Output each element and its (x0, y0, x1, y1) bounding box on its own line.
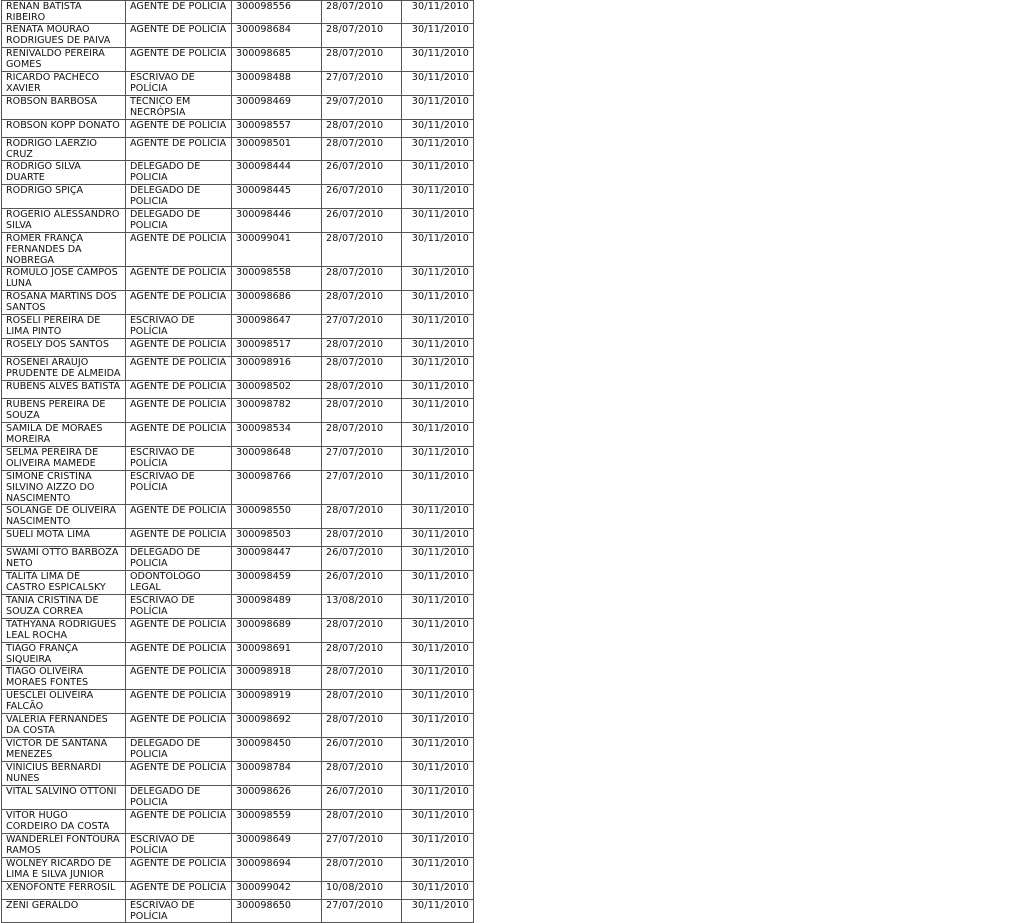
table-row (2, 381, 474, 399)
employee-name-cell: VITOR HUGO CORDEIRO DA COSTA (2, 810, 126, 834)
document-page (1, 0, 473, 923)
registration-number-cell: 300098559 (232, 810, 322, 834)
registration-number-cell: 300098692 (232, 714, 322, 738)
table-row (2, 291, 474, 315)
registration-number-cell: 300098650 (232, 900, 322, 923)
start-date-cell: 28/07/2010 (322, 762, 402, 786)
employee-name-cell: ROSELY DOS SANTOS (2, 339, 126, 357)
registration-number-cell: 300098469 (232, 96, 322, 120)
end-date-cell: 30/11/2010 (402, 690, 474, 714)
employee-name-cell: ROMULO JOSE CAMPOS LUNA (2, 267, 126, 291)
table-row (2, 399, 474, 423)
end-date-cell: 30/11/2010 (402, 233, 474, 267)
end-date-cell: 30/11/2010 (402, 399, 474, 423)
position-cell: DELEGADO DE POLICIA (126, 547, 232, 571)
end-date-cell: 30/11/2010 (402, 900, 474, 923)
registration-number-cell: 300098784 (232, 762, 322, 786)
position-cell: DELEGADO DE POLICIA (126, 738, 232, 762)
employee-name-cell: SIMONE CRISTINA SILVINO AIZZO DO NASCIMENTO (2, 471, 126, 505)
table-row (2, 547, 474, 571)
employee-name-cell: ZENI GERALDO (2, 900, 126, 923)
end-date-cell: 30/11/2010 (402, 762, 474, 786)
end-date-cell: 30/11/2010 (402, 161, 474, 185)
position-cell: AGENTE DE POLÍCIA (126, 810, 232, 834)
employee-name-cell: TATHYANA RODRIGUES LEAL ROCHA (2, 619, 126, 643)
registration-number-cell: 300098782 (232, 399, 322, 423)
end-date-cell: 30/11/2010 (402, 858, 474, 882)
registration-number-cell: 300098445 (232, 185, 322, 209)
end-date-cell: 30/11/2010 (402, 834, 474, 858)
position-cell: AGENTE DE POLÍCIA (126, 291, 232, 315)
start-date-cell: 28/07/2010 (322, 1, 402, 24)
registration-number-cell: 300098919 (232, 690, 322, 714)
table-row (2, 738, 474, 762)
table-row (2, 48, 474, 72)
position-cell: AGENTE DE POLÍCIA (126, 858, 232, 882)
end-date-cell: 30/11/2010 (402, 48, 474, 72)
end-date-cell: 30/11/2010 (402, 738, 474, 762)
registration-number-cell: 300098447 (232, 547, 322, 571)
employee-name-cell: SAMILA DE MORAES MOREIRA (2, 423, 126, 447)
end-date-cell: 30/11/2010 (402, 1, 474, 24)
start-date-cell: 28/07/2010 (322, 48, 402, 72)
registration-number-cell: 300098459 (232, 571, 322, 595)
table-row (2, 96, 474, 120)
registration-number-cell: 300098684 (232, 24, 322, 48)
position-cell: ESCRIVÃO DE POLÍCIA (126, 447, 232, 471)
table-row (2, 315, 474, 339)
registration-number-cell: 300098489 (232, 595, 322, 619)
employee-name-cell: SUELI MOTA LIMA (2, 529, 126, 547)
position-cell: AGENTE DE POLÍCIA (126, 381, 232, 399)
employee-name-cell: VALERIA FERNANDES DA COSTA (2, 714, 126, 738)
start-date-cell: 28/07/2010 (322, 120, 402, 138)
start-date-cell: 26/07/2010 (322, 738, 402, 762)
employee-name-cell: ROBSON BARBOSA (2, 96, 126, 120)
start-date-cell: 26/07/2010 (322, 547, 402, 571)
table-row (2, 233, 474, 267)
employee-name-cell: WANDERLEI FONTOURA RAMOS (2, 834, 126, 858)
position-cell: AGENTE DE POLÍCIA (126, 643, 232, 666)
employee-name-cell: TALITA LIMA DE CASTRO ESPICALSKY (2, 571, 126, 595)
employee-name-cell: RUBENS ALVES BATISTA (2, 381, 126, 399)
start-date-cell: 26/07/2010 (322, 571, 402, 595)
employee-name-cell: TANIA CRISTINA DE SOUZA CORREA (2, 595, 126, 619)
start-date-cell: 28/07/2010 (322, 381, 402, 399)
end-date-cell: 30/11/2010 (402, 339, 474, 357)
table-row (2, 810, 474, 834)
employee-name-cell: VINICIUS BERNARDI NUNES (2, 762, 126, 786)
table-row (2, 24, 474, 48)
table-row (2, 714, 474, 738)
registration-number-cell: 300098556 (232, 1, 322, 24)
table-row (2, 423, 474, 447)
start-date-cell: 26/07/2010 (322, 161, 402, 185)
table-row (2, 690, 474, 714)
end-date-cell: 30/11/2010 (402, 138, 474, 161)
end-date-cell: 30/11/2010 (402, 786, 474, 810)
end-date-cell: 30/11/2010 (402, 619, 474, 643)
table-row (2, 834, 474, 858)
registration-number-cell: 300098647 (232, 315, 322, 339)
end-date-cell: 30/11/2010 (402, 666, 474, 690)
employee-name-cell: RODRIGO LAERZIO CRUZ (2, 138, 126, 161)
end-date-cell: 30/11/2010 (402, 315, 474, 339)
registration-number-cell: 300098517 (232, 339, 322, 357)
registration-number-cell: 300098450 (232, 738, 322, 762)
start-date-cell: 28/07/2010 (322, 138, 402, 161)
start-date-cell: 28/07/2010 (322, 858, 402, 882)
end-date-cell: 30/11/2010 (402, 447, 474, 471)
position-cell: AGENTE DE POLÍCIA (126, 357, 232, 381)
registration-number-cell: 300098446 (232, 209, 322, 233)
employee-name-cell: ROSENEI ARAUJO PRUDENTE DE ALMEIDA (2, 357, 126, 381)
end-date-cell: 30/11/2010 (402, 714, 474, 738)
table-row (2, 619, 474, 643)
position-cell: ODONTÓLOGO LEGAL (126, 571, 232, 595)
end-date-cell: 30/11/2010 (402, 529, 474, 547)
end-date-cell: 30/11/2010 (402, 96, 474, 120)
start-date-cell: 28/07/2010 (322, 357, 402, 381)
registration-number-cell: 300098557 (232, 120, 322, 138)
table-row (2, 209, 474, 233)
table-row (2, 1, 474, 24)
registration-number-cell: 300098444 (232, 161, 322, 185)
table-row (2, 571, 474, 595)
start-date-cell: 28/07/2010 (322, 529, 402, 547)
personnel-table-body (2, 1, 474, 923)
end-date-cell: 30/11/2010 (402, 24, 474, 48)
start-date-cell: 26/07/2010 (322, 185, 402, 209)
end-date-cell: 30/11/2010 (402, 209, 474, 233)
registration-number-cell: 300098685 (232, 48, 322, 72)
end-date-cell: 30/11/2010 (402, 381, 474, 399)
table-row (2, 882, 474, 900)
start-date-cell: 27/07/2010 (322, 900, 402, 923)
start-date-cell: 28/07/2010 (322, 24, 402, 48)
end-date-cell: 30/11/2010 (402, 505, 474, 529)
table-row (2, 762, 474, 786)
registration-number-cell: 300098626 (232, 786, 322, 810)
table-row (2, 339, 474, 357)
start-date-cell: 26/07/2010 (322, 209, 402, 233)
end-date-cell: 30/11/2010 (402, 291, 474, 315)
position-cell: AGENTE DE POLÍCIA (126, 882, 232, 900)
registration-number-cell: 300098502 (232, 381, 322, 399)
start-date-cell: 27/07/2010 (322, 834, 402, 858)
registration-number-cell: 300098550 (232, 505, 322, 529)
start-date-cell: 26/07/2010 (322, 786, 402, 810)
employee-name-cell: SELMA PEREIRA DE OLIVEIRA MAMEDE (2, 447, 126, 471)
registration-number-cell: 300098686 (232, 291, 322, 315)
employee-name-cell: ROGERIO ALESSANDRO SILVA (2, 209, 126, 233)
table-row (2, 786, 474, 810)
end-date-cell: 30/11/2010 (402, 267, 474, 291)
end-date-cell: 30/11/2010 (402, 357, 474, 381)
employee-name-cell: RUBENS PEREIRA DE SOUZA (2, 399, 126, 423)
start-date-cell: 28/07/2010 (322, 619, 402, 643)
registration-number-cell: 300099042 (232, 882, 322, 900)
position-cell: AGENTE DE POLÍCIA (126, 714, 232, 738)
employee-name-cell: RODRIGO SILVA DUARTE (2, 161, 126, 185)
position-cell: ESCRIVÃO DE POLÍCIA (126, 595, 232, 619)
employee-name-cell: VICTOR DE SANTANA MENEZES (2, 738, 126, 762)
employee-name-cell: SWAMI OTTO BARBOZA NETO (2, 547, 126, 571)
registration-number-cell: 300098503 (232, 529, 322, 547)
start-date-cell: 13/08/2010 (322, 595, 402, 619)
position-cell: AGENTE DE POLÍCIA (126, 24, 232, 48)
employee-name-cell: XENOFONTE FERROSIL (2, 882, 126, 900)
position-cell: AGENTE DE POLÍCIA (126, 505, 232, 529)
position-cell: ESCRIVÃO DE POLÍCIA (126, 471, 232, 505)
position-cell: AGENTE DE POLÍCIA (126, 339, 232, 357)
start-date-cell: 28/07/2010 (322, 714, 402, 738)
table-row (2, 447, 474, 471)
position-cell: AGENTE DE POLÍCIA (126, 138, 232, 161)
employee-name-cell: ROBSON KOPP DONATO (2, 120, 126, 138)
table-row (2, 161, 474, 185)
position-cell: ESCRIVÃO DE POLÍCIA (126, 72, 232, 96)
position-cell: DELEGADO DE POLICIA (126, 185, 232, 209)
employee-name-cell: RICARDO PACHECO XAVIER (2, 72, 126, 96)
table-row (2, 529, 474, 547)
start-date-cell: 28/07/2010 (322, 399, 402, 423)
employee-name-cell: RENAN BATISTA RIBEIRO (2, 1, 126, 24)
position-cell: AGENTE DE POLÍCIA (126, 762, 232, 786)
employee-name-cell: RODRIGO SPIÇA (2, 185, 126, 209)
table-row (2, 138, 474, 161)
position-cell: AGENTE DE POLÍCIA (126, 529, 232, 547)
position-cell: DELEGADO DE POLICIA (126, 161, 232, 185)
employee-name-cell: TIAGO FRANÇA SIQUEIRA (2, 643, 126, 666)
personnel-table (1, 0, 474, 923)
employee-name-cell: RENIVALDO PEREIRA GOMES (2, 48, 126, 72)
position-cell: AGENTE DE POLÍCIA (126, 233, 232, 267)
registration-number-cell: 300098918 (232, 666, 322, 690)
table-row (2, 666, 474, 690)
position-cell: AGENTE DE POLÍCIA (126, 399, 232, 423)
table-row (2, 858, 474, 882)
table-row (2, 72, 474, 96)
employee-name-cell: RENATA MOURAO RODRIGUES DE PAIVA (2, 24, 126, 48)
start-date-cell: 28/07/2010 (322, 267, 402, 291)
position-cell: DELEGADO DE POLICIA (126, 786, 232, 810)
table-row (2, 471, 474, 505)
end-date-cell: 30/11/2010 (402, 72, 474, 96)
position-cell: ESCRIVÃO DE POLÍCIA (126, 834, 232, 858)
start-date-cell: 10/08/2010 (322, 882, 402, 900)
start-date-cell: 27/07/2010 (322, 471, 402, 505)
employee-name-cell: ROSANA MARTINS DOS SANTOS (2, 291, 126, 315)
end-date-cell: 30/11/2010 (402, 423, 474, 447)
position-cell: ESCRIVÃO DE POLÍCIA (126, 315, 232, 339)
start-date-cell: 28/07/2010 (322, 233, 402, 267)
position-cell: AGENTE DE POLÍCIA (126, 423, 232, 447)
end-date-cell: 30/11/2010 (402, 882, 474, 900)
end-date-cell: 30/11/2010 (402, 810, 474, 834)
employee-name-cell: SOLANGE DE OLIVEIRA NASCIMENTO (2, 505, 126, 529)
employee-name-cell: UESCLEI OLIVEIRA FALCÃO (2, 690, 126, 714)
employee-name-cell: VITAL SALVINO OTTONI (2, 786, 126, 810)
employee-name-cell: ROMER FRANÇA FERNANDES DA NOBREGA (2, 233, 126, 267)
end-date-cell: 30/11/2010 (402, 471, 474, 505)
start-date-cell: 28/07/2010 (322, 666, 402, 690)
start-date-cell: 29/07/2010 (322, 96, 402, 120)
registration-number-cell: 300098694 (232, 858, 322, 882)
table-row (2, 643, 474, 666)
start-date-cell: 28/07/2010 (322, 291, 402, 315)
employee-name-cell: TIAGO OLIVEIRA MORAES FONTES (2, 666, 126, 690)
position-cell: AGENTE DE POLÍCIA (126, 690, 232, 714)
registration-number-cell: 300099041 (232, 233, 322, 267)
table-row (2, 357, 474, 381)
end-date-cell: 30/11/2010 (402, 571, 474, 595)
registration-number-cell: 300098691 (232, 643, 322, 666)
start-date-cell: 27/07/2010 (322, 72, 402, 96)
table-row (2, 120, 474, 138)
registration-number-cell: 300098916 (232, 357, 322, 381)
table-row (2, 505, 474, 529)
registration-number-cell: 300098488 (232, 72, 322, 96)
employee-name-cell: WOLNEY RICARDO DE LIMA E SILVA JUNIOR (2, 858, 126, 882)
start-date-cell: 28/07/2010 (322, 810, 402, 834)
position-cell: AGENTE DE POLÍCIA (126, 120, 232, 138)
end-date-cell: 30/11/2010 (402, 595, 474, 619)
employee-name-cell: ROSELI PEREIRA DE LIMA PINTO (2, 315, 126, 339)
registration-number-cell: 300098766 (232, 471, 322, 505)
position-cell: AGENTE DE POLÍCIA (126, 48, 232, 72)
registration-number-cell: 300098689 (232, 619, 322, 643)
end-date-cell: 30/11/2010 (402, 185, 474, 209)
position-cell: DELEGADO DE POLICIA (126, 209, 232, 233)
start-date-cell: 28/07/2010 (322, 643, 402, 666)
table-row (2, 267, 474, 291)
end-date-cell: 30/11/2010 (402, 120, 474, 138)
registration-number-cell: 300098648 (232, 447, 322, 471)
position-cell: AGENTE DE POLÍCIA (126, 267, 232, 291)
start-date-cell: 28/07/2010 (322, 423, 402, 447)
start-date-cell: 27/07/2010 (322, 447, 402, 471)
registration-number-cell: 300098558 (232, 267, 322, 291)
table-row (2, 185, 474, 209)
position-cell: AGENTE DE POLÍCIA (126, 666, 232, 690)
end-date-cell: 30/11/2010 (402, 643, 474, 666)
position-cell: AGENTE DE POLÍCIA (126, 619, 232, 643)
position-cell: TÉCNICO EM NECRÓPSIA (126, 96, 232, 120)
start-date-cell: 28/07/2010 (322, 339, 402, 357)
registration-number-cell: 300098534 (232, 423, 322, 447)
start-date-cell: 27/07/2010 (322, 315, 402, 339)
registration-number-cell: 300098501 (232, 138, 322, 161)
table-row (2, 595, 474, 619)
position-cell: ESCRIVÃO DE POLÍCIA (126, 900, 232, 923)
position-cell: AGENTE DE POLÍCIA (126, 1, 232, 24)
start-date-cell: 28/07/2010 (322, 690, 402, 714)
registration-number-cell: 300098649 (232, 834, 322, 858)
start-date-cell: 28/07/2010 (322, 505, 402, 529)
end-date-cell: 30/11/2010 (402, 547, 474, 571)
